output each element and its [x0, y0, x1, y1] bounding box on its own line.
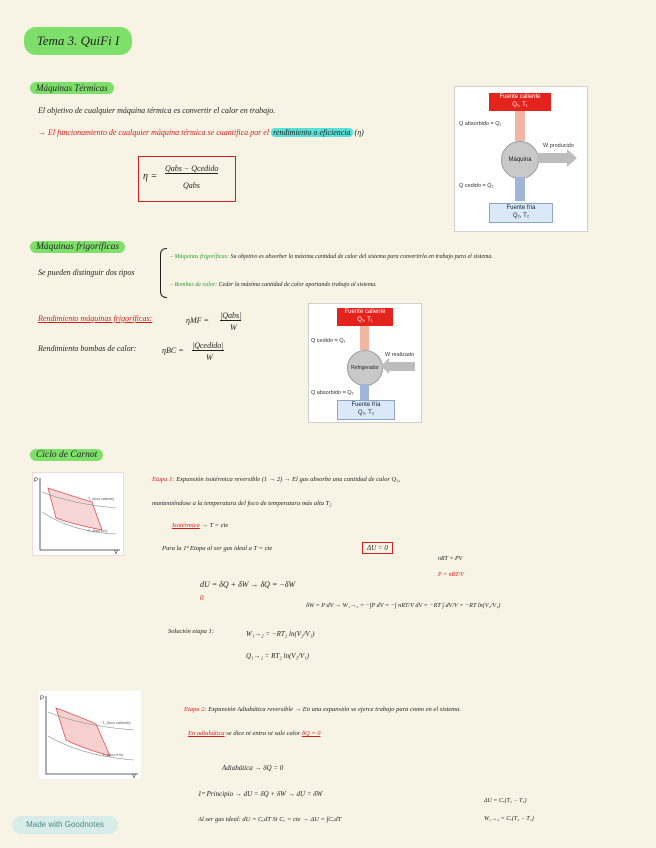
solucion-w: W₁→₂ = −RT₂ ln(V₂/V₁): [246, 630, 315, 638]
r1-label: Rendimiento máquinas frigoríficas:: [38, 314, 153, 323]
text-line: [38, 128, 364, 137]
type-1-name: – Máquinas frigoríficas:: [170, 254, 230, 260]
cold-isotherm-label: T₂ (foco frío): [88, 529, 108, 533]
etapa-1-label: Etapa 1:: [152, 476, 175, 483]
etapa-2-label: Etapa 2:: [184, 706, 207, 713]
types-brace: [160, 248, 167, 298]
type-1: [170, 254, 493, 260]
cold-source-sub: Q₂, T₂: [512, 213, 530, 219]
r2-den: W: [206, 353, 213, 362]
solucion-q: Q₁→₂ = RT₂ ln(V₂/V₁): [246, 652, 309, 660]
machine-circle: Máquina: [501, 141, 539, 179]
q-ced-label: Q cedido = Q₁: [311, 338, 346, 344]
equation-1: dU = δQ + δW → δQ = −δW: [200, 580, 296, 589]
r2-num: |Qcedido|: [192, 341, 224, 350]
adiabatica-line: Adiabática → δQ = 0: [222, 764, 284, 772]
pv-relation-2: P = nRT/V: [438, 572, 464, 578]
hot-isotherm-label: T₁ (foco caliente): [102, 721, 131, 725]
cold-source-label: Fuente fría: [506, 205, 536, 211]
pv-diagram-1: [32, 472, 124, 556]
v-axis-label: V: [114, 550, 119, 556]
p-axis-label: P: [40, 696, 45, 702]
w-in-label: W realizado: [385, 352, 415, 358]
rendimiento-bomba: Rendimiento bombas de calor:: [38, 344, 137, 353]
formula-denominator: Qabs: [183, 181, 200, 190]
hot-source-label: Fuente caliente: [344, 309, 386, 315]
formula-lhs: η =: [143, 171, 158, 182]
cold-source-label: Fuente fría: [351, 402, 381, 408]
cold-source-box: [489, 203, 553, 223]
w-result: W₂→₃ = Cᵥ(T₂ − T₁): [484, 816, 534, 822]
ideal-gas-line: Al ser gas ideal: dU = CᵥdT Si Cᵥ = cte → ΔU = ∫CᵥdT: [198, 816, 342, 823]
r2-lhs: ηBC =: [162, 346, 184, 355]
type-1-desc: Su objetivo es absorber la máxima cantidad de calor del sistema para convertirla en trabajo para el sistema.: [230, 254, 493, 260]
efficiency-formula-box: [138, 156, 236, 202]
refrigerator-circle: Refrigerador: [347, 350, 383, 386]
heat-out-arrow: [360, 326, 369, 350]
types-intro: Se pueden distinguir dos tipos: [38, 268, 135, 277]
etapa-1-text: Expansión isotérmica reversible (1 → 2) → El gas absorbe una cantidad de calor Q₁,: [176, 476, 401, 483]
equation-1-zero: 0: [200, 594, 204, 602]
r1-lhs: ηMF =: [186, 316, 209, 325]
section-heading-maquinas-termicas: Máquinas Térmicas: [30, 82, 114, 94]
heat-in-arrow: [360, 384, 369, 400]
work-out-arrow: [537, 153, 567, 163]
etapa-2-line-b: [188, 730, 321, 737]
du-result: ΔU = Cᵥ(T₂ − T₁): [484, 798, 527, 804]
etapa-1-line-a: [152, 476, 400, 483]
type-2-name: – Bombas de calor:: [170, 282, 218, 288]
v-axis-label: V: [132, 774, 137, 780]
p-axis-label: P: [34, 478, 39, 484]
solucion-label: Solución etapa 1:: [168, 628, 214, 635]
type-2-desc: Ceder la máxima cantidad de calor aportando trabajo al sistema.: [218, 282, 377, 288]
isotermica-rest: → T = cte: [201, 522, 229, 529]
hot-isotherm-label: T₁ (foco caliente): [88, 497, 115, 501]
first-law-line: 1ᵉʳ Principio → dU = δQ + δW → dU = δW: [198, 790, 323, 798]
isotermica-label: Isotérmica: [172, 522, 200, 529]
r1-num: |Qabs|: [220, 311, 242, 320]
rendimiento-frigorifica: [38, 314, 152, 323]
formula-numerator: Qabs − Qcedido: [165, 164, 219, 173]
heat-out-arrow: [515, 177, 525, 201]
section-heading-ciclo-carnot: Ciclo de Carnot: [30, 449, 103, 461]
hot-source-box: [337, 308, 393, 326]
etapa-1-line-b: manteniéndose a la temperatura del foco de temperatura más alta T₂: [152, 500, 332, 507]
text-part: → El funcionamiento de cualquier máquina térmica se cuantifica por el: [38, 128, 270, 137]
q-in-label: Q absorbido = Q₁: [459, 121, 502, 127]
work-arrow-head: [381, 358, 389, 374]
page-title: Tema 3. QuiFi I: [24, 27, 132, 55]
etapa-2-text: Expansión Adiabática reversible → En una expansión se ejerce trabajo para como en el sistema.: [208, 706, 461, 713]
gas-ideal-line: Para la 1ª Etapa al ser gas ideal a T = cte: [162, 545, 273, 552]
type-2: [170, 282, 377, 288]
section-heading-maquinas-frigorificas: Máquinas frigoríficas: [30, 241, 125, 253]
equation-2: δW = P·dV → W₁→₂ = −∫P dV = −∫ nRT/V dV = −RT ∫ dV/V = −RT ln(V₂/V₁): [306, 602, 501, 609]
pv-relation-1: nRT = PV: [438, 556, 463, 562]
hot-source-sub: Q₁, T₁: [512, 102, 528, 108]
hot-source-box: [489, 93, 551, 111]
work-in-arrow: [387, 362, 415, 371]
cold-source-box: [337, 400, 395, 420]
r1-den: W: [230, 323, 237, 332]
heat-in-arrow: [515, 111, 525, 141]
dq-zero: δQ = 0: [301, 730, 321, 737]
heat-engine-diagram: [454, 86, 588, 232]
adiabatica-word: En adiabática: [188, 730, 225, 737]
cold-isotherm-label: T₂ (foco frío): [102, 753, 124, 757]
cold-source-sub: Q₂, T₂: [357, 410, 375, 416]
goodnotes-watermark: Made with Goodnotes: [12, 816, 118, 834]
hot-source-label: Fuente caliente: [499, 94, 541, 100]
etapa-2-rest: se dice ni entra ni sale calor: [226, 730, 301, 737]
q-out-label: Q cedido = Q₂: [459, 183, 494, 189]
hot-source-sub: Q₁, T₁: [357, 317, 373, 323]
etapa-2-line-a: [184, 706, 461, 713]
highlight-rendimiento: rendimiento o eficiencia: [273, 128, 351, 137]
text-part: (η): [354, 128, 364, 137]
q-abs-label: Q absorbido = Q₂: [311, 390, 354, 396]
w-out-label: W producido: [543, 143, 574, 149]
text-line: El objetivo de cualquier máquina térmica es convertir el calor en trabajo.: [38, 106, 276, 115]
isotermica-line: [172, 522, 228, 529]
pv-diagram-2: [38, 690, 142, 780]
du-zero-box: ΔU = 0: [362, 542, 393, 554]
work-arrow-head: [567, 149, 577, 167]
refrigerator-diagram: [308, 303, 422, 423]
